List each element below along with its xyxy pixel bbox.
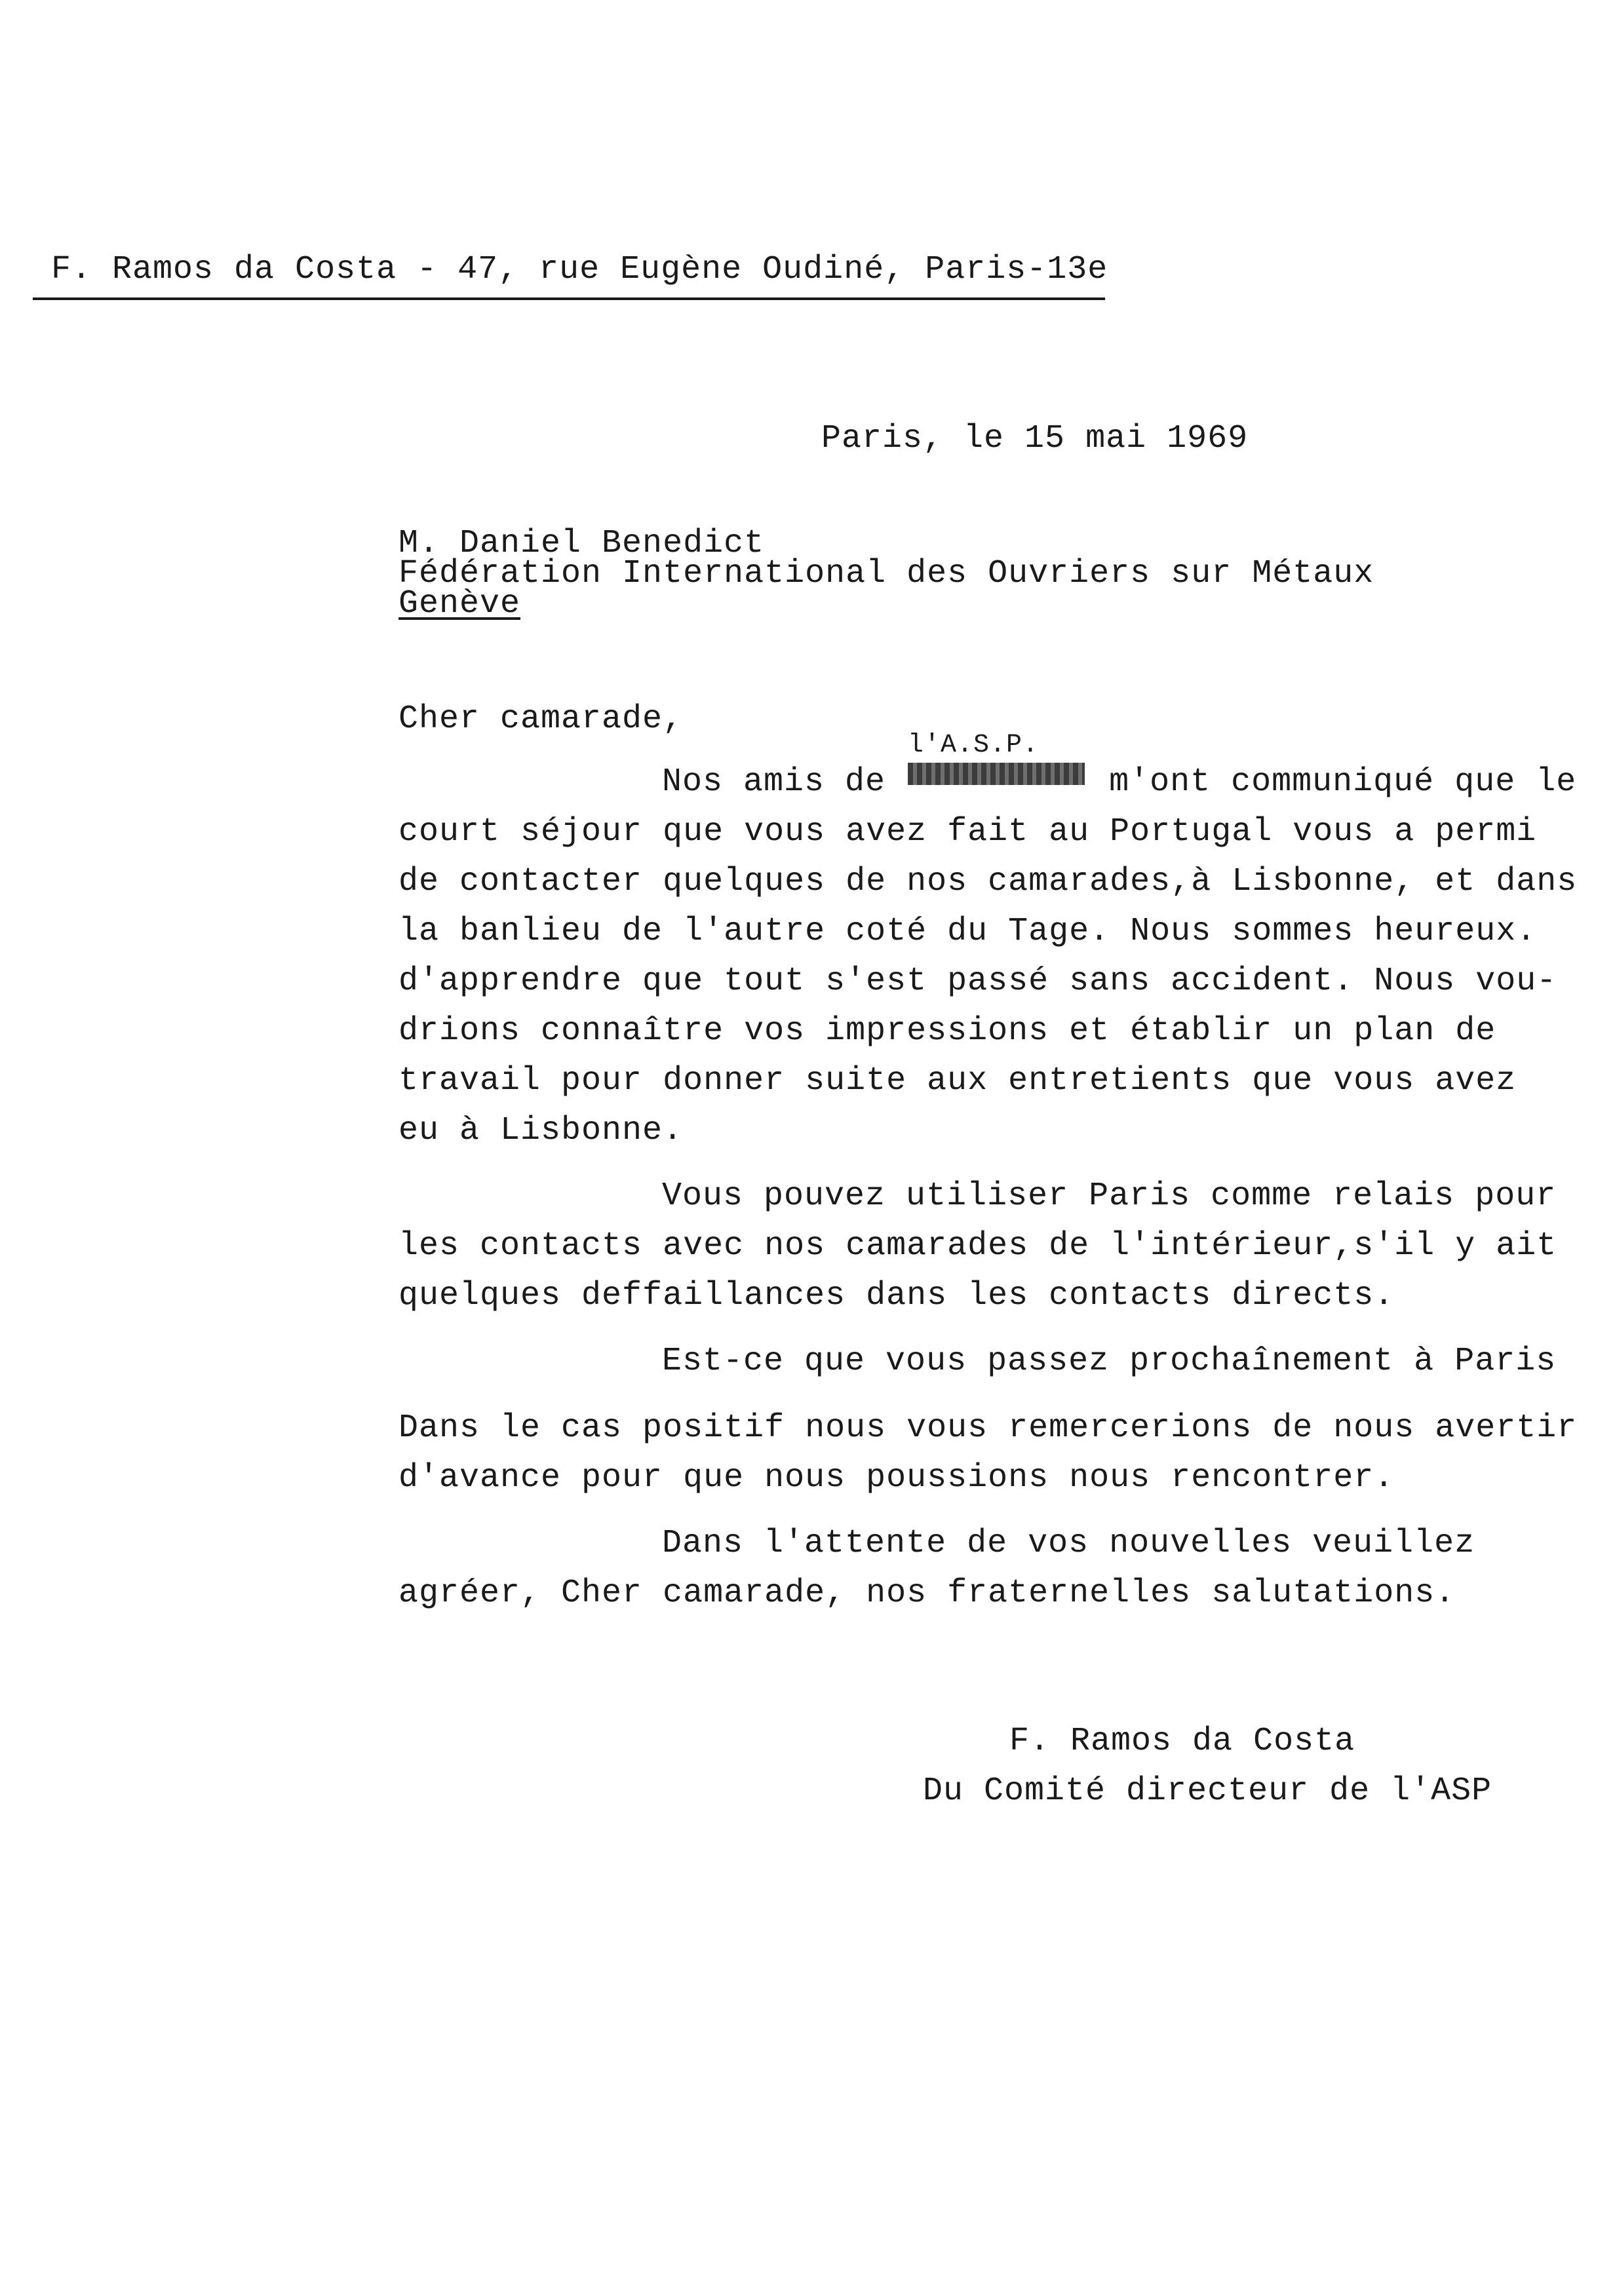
dateline: Paris, le 15 mai 1969 — [821, 420, 1249, 457]
body-line: la banlieu de l'autre coté du Tage. Nous sommes heureux. — [399, 913, 1537, 950]
body-line: les contacts avec nos camarades de l'intérieur,s'il y ait — [399, 1227, 1557, 1265]
signature-name: F. Ramos da Costa — [1009, 1723, 1355, 1760]
body-line: Vous pouvez utiliser Paris comme relais pour — [662, 1177, 1557, 1215]
sender-address: F. Ramos da Costa - 47, rue Eugène Oudiné, Paris-13e — [51, 251, 1108, 288]
handwritten-insertion: l'A.S.P. — [908, 731, 1040, 760]
body-line: d'avance pour que nous poussions nous rencontrer. — [399, 1459, 1395, 1497]
signature-title: Du Comité directeur de l'ASP — [923, 1772, 1492, 1810]
body-line: Nos amis de m'ont communiqué que le — [662, 763, 1577, 801]
body-line: eu à Lisbonne. — [399, 1112, 684, 1149]
body-line: court séjour que vous avez fait au Portugal vous a permi — [399, 813, 1537, 851]
recipient-name: M. Daniel Benedict — [399, 525, 765, 562]
salutation: Cher camarade, — [399, 700, 684, 738]
body-line: Dans le cas positif nous vous remercerions de nous avertir — [399, 1409, 1578, 1447]
body-line: agréer, Cher camarade, nos fraternelles salutations. — [399, 1575, 1456, 1612]
body-line: Est-ce que vous passez prochaînement à Paris — [662, 1343, 1557, 1380]
body-line: Dans l'attente de vos nouvelles veuillez — [662, 1525, 1475, 1562]
body-line: de contacter quelques de nos camarades,à Lisbonne, et dans — [399, 863, 1578, 900]
body-line: d'apprendre que tout s'est passé sans accident. Nous vou- — [399, 963, 1557, 1000]
sender-underline — [33, 297, 1105, 300]
recipient-city: Genève — [399, 585, 521, 622]
recipient-organization: Fédération International des Ouvriers sur Métaux — [399, 555, 1374, 592]
body-line: quelques deffaillances dans les contacts directs. — [399, 1277, 1395, 1314]
body-line: drions connaître vos impressions et établir un plan de — [399, 1012, 1496, 1050]
body-line: travail pour donner suite aux entretients que vous avez — [399, 1062, 1517, 1100]
